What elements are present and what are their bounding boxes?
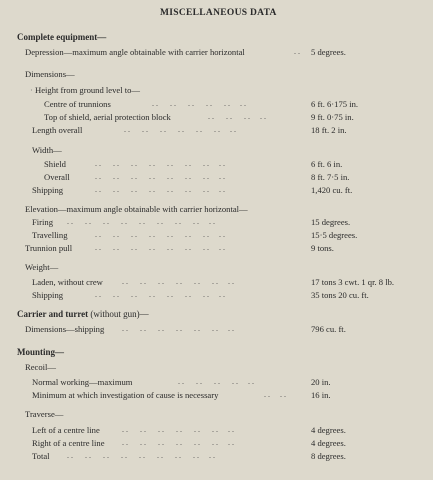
recoil-label: Recoil— (25, 362, 57, 372)
trunnion-pull-label: Trunnion pull (25, 243, 73, 253)
top-shield-label: Top of shield, aerial protection block (44, 112, 171, 122)
section-complete-equipment-heading: Complete equipment— (17, 32, 107, 42)
centre-trunnions-label: Centre of trunnions (44, 99, 111, 109)
dimensions-label: Dimensions— (25, 69, 75, 79)
leader-dots: . . . . . . . . . . . . . . . . (95, 243, 225, 252)
section-carrier-turret-heading (17, 310, 149, 319)
carrier-dimensions-value: 796 cu. ft. (311, 324, 346, 334)
length-overall-value: 18 ft. 2 in. (311, 125, 347, 135)
leader-dots: . . . . . . . . . . . . . . . . (95, 172, 225, 181)
length-overall-label: Length overall (32, 125, 83, 135)
leader-dots: . . . . . . . . . . . . . . (122, 438, 234, 447)
shield-label: Shield (44, 159, 66, 169)
leader-dots: . . . . . . . . . . (178, 377, 254, 386)
shipping-label: Shipping (32, 185, 64, 195)
depression-label: Depression—maximum angle obtainable with carrier horizontal (25, 47, 245, 57)
leader-dots: . . (294, 47, 300, 56)
leader-dots: . . . . . . . . . . . . . . . . . . (67, 451, 215, 460)
centre-trunnions-value: 6 ft. 6·175 in. (311, 99, 359, 109)
shipping-value: 1,420 cu. ft. (311, 185, 353, 195)
traverse-right-label: Right of a centre line (32, 438, 105, 448)
traverse-total-value: 8 degrees. (311, 451, 346, 461)
travelling-value: 15·5 degrees. (311, 230, 358, 240)
shield-value: 6 ft. 6 in. (311, 159, 343, 169)
laden-value: 17 tons 3 cwt. 1 qr. 8 lb. (311, 277, 395, 287)
page-title: MISCELLANEOUS DATA (160, 8, 277, 18)
leader-dots: . . . . . . . . . . . . . . . . (95, 290, 225, 299)
leader-dots: . . . . . . . . . . . . . . (122, 324, 234, 333)
traverse-left-value: 4 degrees. (311, 425, 346, 435)
laden-label: Laden, without crew (32, 277, 103, 287)
leader-dots: . . . . . . . . . . . . . . (122, 277, 234, 286)
overall-label: Overall (44, 172, 70, 182)
traverse-right-value: 4 degrees. (311, 438, 346, 448)
leader-dots: . . . . . . . . . . . . . . (124, 125, 236, 134)
width-label: Width— (32, 145, 62, 155)
leader-dots: . . . . . . . . . . . . . . . . (95, 159, 225, 168)
height-label-text: Height from ground level to— (35, 85, 141, 95)
overall-value: 8 ft. 7·5 in. (311, 172, 350, 182)
carrier-turret-heading-rest: (without gun)— (88, 309, 149, 319)
trunnion-pull-value: 9 tons. (311, 243, 334, 253)
weight-shipping-value: 35 tons 20 cu. ft. (311, 290, 369, 300)
leader-dots: . . . . . . . . . . . . . . . . (95, 185, 225, 194)
section-mounting-heading: Mounting— (17, 347, 65, 357)
weight-shipping-label: Shipping (32, 290, 64, 300)
leader-dots: . . . . . . . . . . . . . . . . . . (67, 217, 215, 226)
normal-working-value: 20 in. (311, 377, 331, 387)
top-shield-value: 9 ft. 0·75 in. (311, 112, 354, 122)
travelling-label: Travelling (32, 230, 68, 240)
firing-value: 15 degrees. (311, 217, 351, 227)
firing-label: Firing (32, 217, 54, 227)
leader-dots: . . . . . . . . (208, 112, 266, 121)
leader-dots: . . . . . . . . . . . . . . (122, 425, 234, 434)
traverse-left-label: Left of a centre line (32, 425, 100, 435)
leader-dots: . . . . . . . . . . . . (152, 99, 246, 108)
traverse-label: Traverse— (25, 409, 64, 419)
depression-value: 5 degrees. (311, 47, 346, 57)
carrier-dimensions-label: Dimensions—shipping (25, 324, 105, 334)
minimum-label: Minimum at which investigation of cause is necessary (32, 390, 219, 400)
traverse-total-label: Total (32, 451, 50, 461)
carrier-turret-heading-bold: Carrier and turret (17, 309, 89, 319)
normal-working-label: Normal working—maximum (32, 377, 133, 387)
height-label: · Height from ground level to— (30, 85, 141, 95)
leader-dots: . . . . . . . . . . . . . . . . (95, 230, 225, 239)
elevation-label: Elevation—maximum angle obtainable with carrier horizontal— (25, 204, 248, 214)
leader-dots: . . . . (264, 390, 286, 399)
weight-label: Weight— (25, 262, 59, 272)
minimum-value: 16 in. (311, 390, 331, 400)
